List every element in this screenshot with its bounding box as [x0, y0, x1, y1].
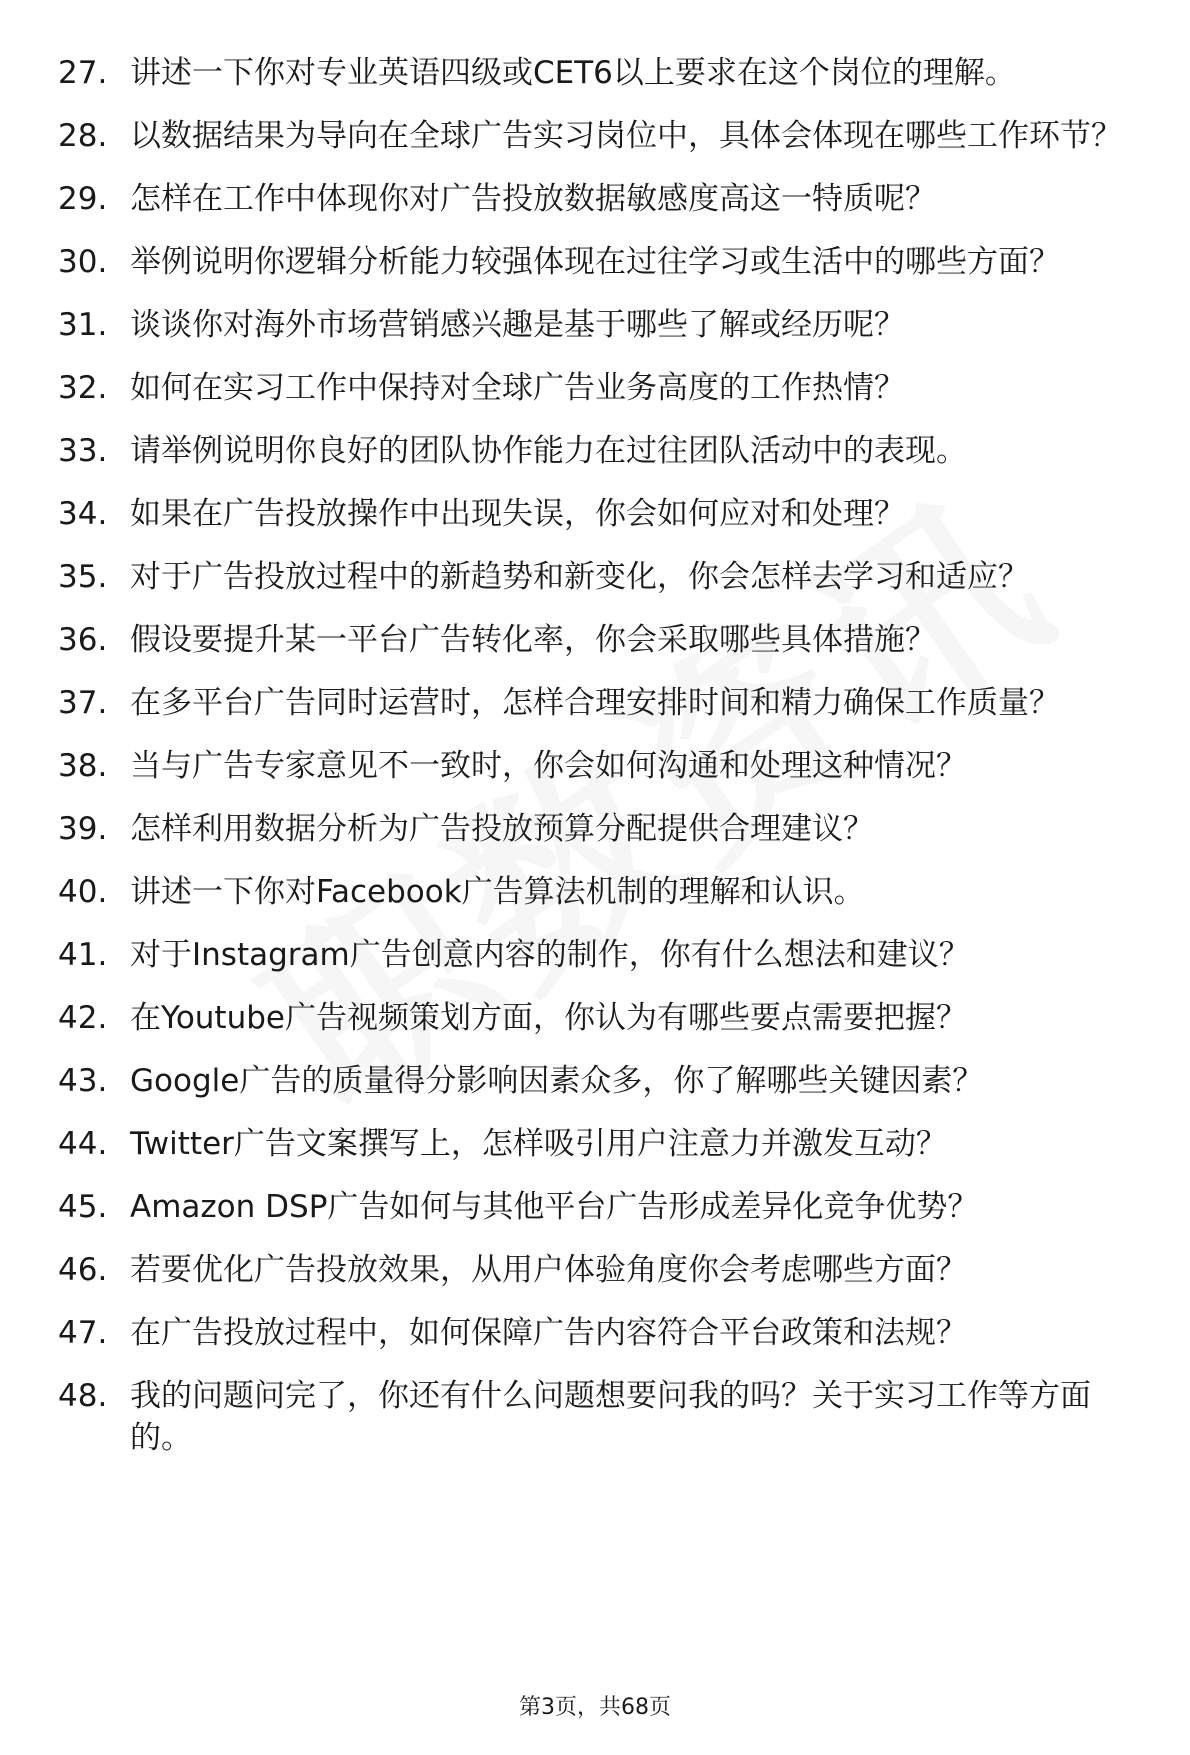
question-number: 31.	[58, 307, 108, 343]
question-text: 若要优化广告投放效果，从用户体验角度你会考虑哪些方面？	[130, 1252, 967, 1288]
question-number: 34.	[58, 496, 108, 532]
question-number: 39.	[58, 811, 108, 847]
question-number: 45.	[58, 1189, 108, 1225]
question-number: 43.	[58, 1063, 108, 1099]
question-item	[58, 1375, 1148, 1459]
question-item	[58, 493, 1148, 535]
question-item	[58, 682, 1148, 724]
question-text: 在多平台广告同时运营时，怎样合理安排时间和精力确保工作质量？	[130, 685, 1060, 721]
question-item	[58, 304, 1148, 346]
question-number: 40.	[58, 874, 108, 910]
question-text: 在Youtube广告视频策划方面，你认为有哪些要点需要把握？	[130, 1000, 967, 1036]
question-text: 当与广告专家意见不一致时，你会如何沟通和处理这种情况？	[130, 748, 967, 784]
question-item	[58, 52, 1148, 94]
page-footer	[0, 1690, 1190, 1721]
question-item	[58, 1186, 1148, 1228]
question-item	[58, 430, 1148, 472]
question-number: 47.	[58, 1315, 108, 1351]
question-number: 33.	[58, 433, 108, 469]
question-text: 举例说明你逻辑分析能力较强体现在过往学习或生活中的哪些方面？	[130, 244, 1060, 280]
question-item	[58, 745, 1148, 787]
question-item	[58, 178, 1148, 220]
question-text: Amazon DSP广告如何与其他平台广告形成差异化竞争优势？	[130, 1189, 979, 1225]
question-number: 37.	[58, 685, 108, 721]
question-item	[58, 556, 1148, 598]
question-number: 38.	[58, 748, 108, 784]
question-number: 46.	[58, 1252, 108, 1288]
question-number: 32.	[58, 370, 108, 406]
question-number: 27.	[58, 55, 108, 91]
question-text: 假设要提升某一平台广告转化率，你会采取哪些具体措施？	[130, 622, 936, 658]
question-text: 讲述一下你对专业英语四级或CET6以上要求在这个岗位的理解。	[130, 55, 1016, 91]
question-item	[58, 619, 1148, 661]
question-item	[58, 367, 1148, 409]
question-item	[58, 1312, 1148, 1354]
question-text: 在广告投放过程中，如何保障广告内容符合平台政策和法规？	[130, 1315, 967, 1351]
question-text: 怎样在工作中体现你对广告投放数据敏感度高这一特质呢？	[130, 181, 936, 217]
question-item	[58, 1249, 1148, 1291]
question-text: Google广告的质量得分影响因素众多，你了解哪些关键因素？	[130, 1063, 984, 1099]
question-number: 36.	[58, 622, 108, 658]
question-text: 如果在广告投放操作中出现失误，你会如何应对和处理？	[130, 496, 905, 532]
question-text: 对于广告投放过程中的新趋势和新变化，你会怎样去学习和适应？	[130, 559, 1029, 595]
question-text: Twitter广告文案撰写上，怎样吸引用户注意力并激发互动？	[130, 1126, 947, 1162]
question-text: 讲述一下你对Facebook广告算法机制的理解和认识。	[130, 874, 865, 910]
question-number: 30.	[58, 244, 108, 280]
question-text: 请举例说明你良好的团队协作能力在过往团队活动中的表现。	[130, 433, 967, 469]
question-text: 谈谈你对海外市场营销感兴趣是基于哪些了解或经历呢？	[130, 307, 905, 343]
question-number: 48.	[58, 1378, 108, 1414]
question-item	[58, 934, 1148, 976]
question-text: 怎样利用数据分析为广告投放预算分配提供合理建议？	[130, 811, 874, 847]
question-text: 我的问题问完了，你还有什么问题想要问我的吗？关于实习工作等方面的。	[130, 1378, 1091, 1456]
question-item	[58, 997, 1148, 1039]
question-text: 对于Instagram广告创意内容的制作，你有什么想法和建议？	[130, 937, 970, 973]
page-number-label: 第3页，共68页	[519, 1695, 671, 1720]
question-item	[58, 1060, 1148, 1102]
question-number: 44.	[58, 1126, 108, 1162]
question-number: 41.	[58, 937, 108, 973]
question-number: 28.	[58, 118, 108, 154]
question-item	[58, 241, 1148, 283]
question-number: 35.	[58, 559, 108, 595]
question-number: 42.	[58, 1000, 108, 1036]
question-item	[58, 1123, 1148, 1165]
question-item	[58, 115, 1148, 157]
question-text: 如何在实习工作中保持对全球广告业务高度的工作热情？	[130, 370, 905, 406]
question-text: 以数据结果为导向在全球广告实习岗位中，具体会体现在哪些工作环节？	[130, 118, 1122, 154]
question-number: 29.	[58, 181, 108, 217]
question-item	[58, 871, 1148, 913]
question-item	[58, 808, 1148, 850]
question-list	[58, 52, 1148, 1480]
